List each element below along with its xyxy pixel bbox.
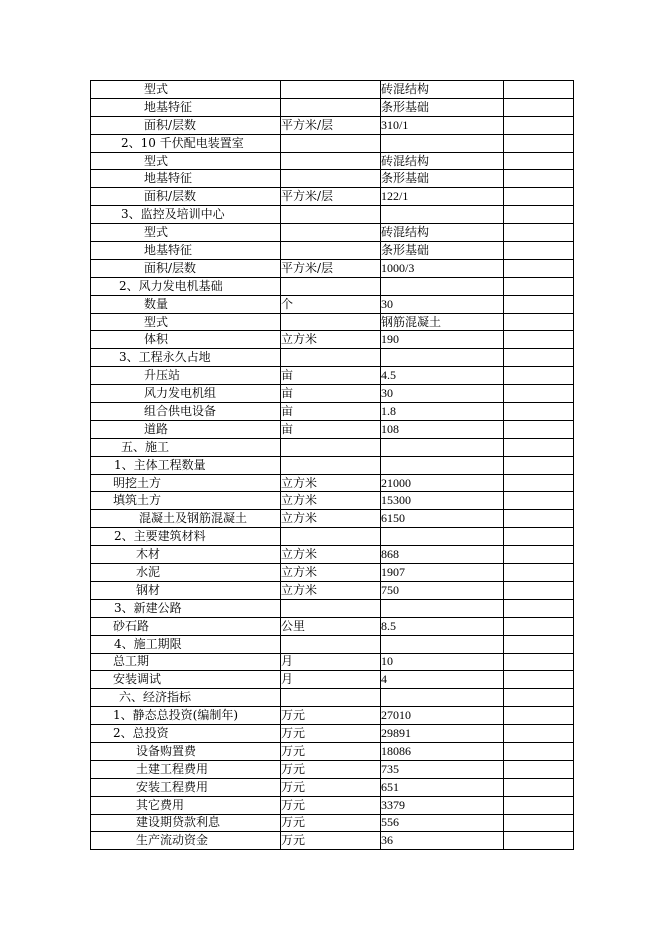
item-cell: 3、新建公路 bbox=[91, 599, 281, 617]
item-cell: 型式 bbox=[91, 313, 281, 331]
item-cell: 2、总投资 bbox=[91, 725, 281, 743]
table-row bbox=[91, 331, 574, 349]
value-cell bbox=[381, 349, 504, 367]
remark-cell bbox=[504, 796, 574, 814]
table-row bbox=[91, 420, 574, 438]
unit-cell bbox=[281, 438, 381, 456]
table-row bbox=[91, 546, 574, 564]
table-row bbox=[91, 492, 574, 510]
table-row bbox=[91, 725, 574, 743]
unit-cell bbox=[281, 599, 381, 617]
table-row bbox=[91, 152, 574, 170]
unit-cell bbox=[281, 277, 381, 295]
unit-cell bbox=[281, 134, 381, 152]
item-cell: 1、主体工程数量 bbox=[91, 456, 281, 474]
value-cell: 190 bbox=[381, 331, 504, 349]
project-spec-table bbox=[90, 80, 574, 850]
item-cell: 升压站 bbox=[91, 367, 281, 385]
value-cell: 条形基础 bbox=[381, 170, 504, 188]
unit-cell: 个 bbox=[281, 295, 381, 313]
value-cell: 21000 bbox=[381, 474, 504, 492]
value-cell: 108 bbox=[381, 420, 504, 438]
item-cell: 道路 bbox=[91, 420, 281, 438]
item-cell: 数量 bbox=[91, 295, 281, 313]
value-cell: 砖混结构 bbox=[381, 224, 504, 242]
item-cell: 水泥 bbox=[91, 564, 281, 582]
remark-cell bbox=[504, 742, 574, 760]
unit-cell: 平方米/层 bbox=[281, 116, 381, 134]
table-row bbox=[91, 617, 574, 635]
value-cell: 29891 bbox=[381, 725, 504, 743]
item-cell: 3、监控及培训中心 bbox=[91, 206, 281, 224]
remark-cell bbox=[504, 617, 574, 635]
unit-cell: 亩 bbox=[281, 385, 381, 403]
remark-cell bbox=[504, 546, 574, 564]
remark-cell bbox=[504, 725, 574, 743]
remark-cell bbox=[504, 492, 574, 510]
unit-cell bbox=[281, 635, 381, 653]
value-cell bbox=[381, 456, 504, 474]
table-row bbox=[91, 653, 574, 671]
table-row bbox=[91, 671, 574, 689]
value-cell: 556 bbox=[381, 814, 504, 832]
table-row bbox=[91, 456, 574, 474]
value-cell: 750 bbox=[381, 581, 504, 599]
item-cell: 六、经济指标 bbox=[91, 689, 281, 707]
value-cell: 735 bbox=[381, 760, 504, 778]
item-cell: 组合供电设备 bbox=[91, 403, 281, 421]
item-cell: 砂石路 bbox=[91, 617, 281, 635]
item-cell: 土建工程费用 bbox=[91, 760, 281, 778]
value-cell: 砖混结构 bbox=[381, 81, 504, 99]
value-cell: 10 bbox=[381, 653, 504, 671]
spec-table-body bbox=[91, 81, 574, 850]
unit-cell: 万元 bbox=[281, 742, 381, 760]
item-cell: 地基特征 bbox=[91, 242, 281, 260]
unit-cell: 立方米 bbox=[281, 581, 381, 599]
table-row bbox=[91, 224, 574, 242]
value-cell bbox=[381, 528, 504, 546]
table-row bbox=[91, 707, 574, 725]
unit-cell: 万元 bbox=[281, 832, 381, 850]
unit-cell: 万元 bbox=[281, 778, 381, 796]
value-cell: 36 bbox=[381, 832, 504, 850]
value-cell: 钢筋混凝土 bbox=[381, 313, 504, 331]
remark-cell bbox=[504, 224, 574, 242]
value-cell bbox=[381, 438, 504, 456]
value-cell bbox=[381, 134, 504, 152]
table-row bbox=[91, 313, 574, 331]
unit-cell bbox=[281, 349, 381, 367]
table-row bbox=[91, 474, 574, 492]
table-row bbox=[91, 259, 574, 277]
item-cell: 3、工程永久占地 bbox=[91, 349, 281, 367]
item-cell: 2、10 千伏配电装置室 bbox=[91, 134, 281, 152]
table-row bbox=[91, 134, 574, 152]
table-row bbox=[91, 242, 574, 260]
item-cell: 混凝土及钢筋混凝土 bbox=[91, 510, 281, 528]
remark-cell bbox=[504, 581, 574, 599]
item-cell: 面积/层数 bbox=[91, 116, 281, 134]
unit-cell: 立方米 bbox=[281, 564, 381, 582]
item-cell: 型式 bbox=[91, 81, 281, 99]
unit-cell: 立方米 bbox=[281, 546, 381, 564]
remark-cell bbox=[504, 242, 574, 260]
item-cell: 木材 bbox=[91, 546, 281, 564]
table-row bbox=[91, 349, 574, 367]
table-row bbox=[91, 760, 574, 778]
value-cell bbox=[381, 689, 504, 707]
unit-cell bbox=[281, 170, 381, 188]
table-row bbox=[91, 385, 574, 403]
table-row bbox=[91, 599, 574, 617]
table-row bbox=[91, 796, 574, 814]
item-cell: 地基特征 bbox=[91, 170, 281, 188]
value-cell: 3379 bbox=[381, 796, 504, 814]
remark-cell bbox=[504, 653, 574, 671]
value-cell bbox=[381, 206, 504, 224]
remark-cell bbox=[504, 98, 574, 116]
remark-cell bbox=[504, 760, 574, 778]
table-row bbox=[91, 814, 574, 832]
remark-cell bbox=[504, 259, 574, 277]
table-row bbox=[91, 438, 574, 456]
table-row bbox=[91, 528, 574, 546]
remark-cell bbox=[504, 635, 574, 653]
unit-cell bbox=[281, 242, 381, 260]
table-row bbox=[91, 206, 574, 224]
remark-cell bbox=[504, 313, 574, 331]
table-row bbox=[91, 689, 574, 707]
item-cell: 1、静态总投资(编制年) bbox=[91, 707, 281, 725]
remark-cell bbox=[504, 116, 574, 134]
value-cell: 27010 bbox=[381, 707, 504, 725]
unit-cell: 万元 bbox=[281, 725, 381, 743]
item-cell: 型式 bbox=[91, 224, 281, 242]
table-row bbox=[91, 170, 574, 188]
remark-cell bbox=[504, 456, 574, 474]
remark-cell bbox=[504, 349, 574, 367]
remark-cell bbox=[504, 832, 574, 850]
unit-cell bbox=[281, 98, 381, 116]
unit-cell: 万元 bbox=[281, 760, 381, 778]
value-cell: 砖混结构 bbox=[381, 152, 504, 170]
table-row bbox=[91, 742, 574, 760]
table-row bbox=[91, 635, 574, 653]
value-cell: 122/1 bbox=[381, 188, 504, 206]
remark-cell bbox=[504, 277, 574, 295]
unit-cell: 亩 bbox=[281, 403, 381, 421]
table-row bbox=[91, 116, 574, 134]
value-cell: 1.8 bbox=[381, 403, 504, 421]
item-cell: 其它费用 bbox=[91, 796, 281, 814]
value-cell: 1907 bbox=[381, 564, 504, 582]
unit-cell bbox=[281, 152, 381, 170]
table-row bbox=[91, 81, 574, 99]
unit-cell bbox=[281, 528, 381, 546]
unit-cell bbox=[281, 206, 381, 224]
table-row bbox=[91, 277, 574, 295]
value-cell bbox=[381, 277, 504, 295]
value-cell: 15300 bbox=[381, 492, 504, 510]
remark-cell bbox=[504, 707, 574, 725]
unit-cell: 立方米 bbox=[281, 510, 381, 528]
value-cell: 4.5 bbox=[381, 367, 504, 385]
unit-cell: 亩 bbox=[281, 367, 381, 385]
unit-cell: 平方米/层 bbox=[281, 188, 381, 206]
item-cell: 地基特征 bbox=[91, 98, 281, 116]
item-cell: 风力发电机组 bbox=[91, 385, 281, 403]
item-cell: 2、风力发电机基础 bbox=[91, 277, 281, 295]
item-cell: 建设期贷款利息 bbox=[91, 814, 281, 832]
unit-cell bbox=[281, 313, 381, 331]
unit-cell: 公里 bbox=[281, 617, 381, 635]
unit-cell: 立方米 bbox=[281, 474, 381, 492]
item-cell: 填筑土方 bbox=[91, 492, 281, 510]
remark-cell bbox=[504, 385, 574, 403]
unit-cell: 月 bbox=[281, 671, 381, 689]
item-cell: 体积 bbox=[91, 331, 281, 349]
remark-cell bbox=[504, 170, 574, 188]
remark-cell bbox=[504, 599, 574, 617]
item-cell: 2、主要建筑材料 bbox=[91, 528, 281, 546]
table-row bbox=[91, 367, 574, 385]
table-row bbox=[91, 564, 574, 582]
unit-cell: 万元 bbox=[281, 814, 381, 832]
unit-cell: 平方米/层 bbox=[281, 259, 381, 277]
remark-cell bbox=[504, 152, 574, 170]
item-cell: 总工期 bbox=[91, 653, 281, 671]
item-cell: 五、施工 bbox=[91, 438, 281, 456]
table-row bbox=[91, 510, 574, 528]
item-cell: 面积/层数 bbox=[91, 259, 281, 277]
unit-cell: 万元 bbox=[281, 796, 381, 814]
remark-cell bbox=[504, 564, 574, 582]
item-cell: 型式 bbox=[91, 152, 281, 170]
value-cell: 651 bbox=[381, 778, 504, 796]
remark-cell bbox=[504, 814, 574, 832]
value-cell: 30 bbox=[381, 295, 504, 313]
table-row bbox=[91, 295, 574, 313]
remark-cell bbox=[504, 778, 574, 796]
value-cell: 条形基础 bbox=[381, 242, 504, 260]
unit-cell bbox=[281, 81, 381, 99]
value-cell: 6150 bbox=[381, 510, 504, 528]
item-cell: 面积/层数 bbox=[91, 188, 281, 206]
unit-cell: 万元 bbox=[281, 707, 381, 725]
unit-cell bbox=[281, 689, 381, 707]
table-row bbox=[91, 403, 574, 421]
value-cell bbox=[381, 599, 504, 617]
item-cell: 4、施工期限 bbox=[91, 635, 281, 653]
unit-cell bbox=[281, 456, 381, 474]
remark-cell bbox=[504, 403, 574, 421]
value-cell: 18086 bbox=[381, 742, 504, 760]
item-cell: 安装调试 bbox=[91, 671, 281, 689]
value-cell: 310/1 bbox=[381, 116, 504, 134]
remark-cell bbox=[504, 474, 574, 492]
item-cell: 生产流动资金 bbox=[91, 832, 281, 850]
remark-cell bbox=[504, 206, 574, 224]
unit-cell bbox=[281, 224, 381, 242]
unit-cell: 立方米 bbox=[281, 492, 381, 510]
remark-cell bbox=[504, 81, 574, 99]
remark-cell bbox=[504, 367, 574, 385]
item-cell: 设备购置费 bbox=[91, 742, 281, 760]
value-cell: 868 bbox=[381, 546, 504, 564]
value-cell: 条形基础 bbox=[381, 98, 504, 116]
remark-cell bbox=[504, 671, 574, 689]
remark-cell bbox=[504, 438, 574, 456]
remark-cell bbox=[504, 188, 574, 206]
value-cell: 4 bbox=[381, 671, 504, 689]
remark-cell bbox=[504, 510, 574, 528]
item-cell: 明挖土方 bbox=[91, 474, 281, 492]
unit-cell: 亩 bbox=[281, 420, 381, 438]
value-cell: 8.5 bbox=[381, 617, 504, 635]
value-cell: 1000/3 bbox=[381, 259, 504, 277]
remark-cell bbox=[504, 528, 574, 546]
item-cell: 安装工程费用 bbox=[91, 778, 281, 796]
table-row bbox=[91, 832, 574, 850]
remark-cell bbox=[504, 295, 574, 313]
table-row bbox=[91, 778, 574, 796]
unit-cell: 月 bbox=[281, 653, 381, 671]
table-row bbox=[91, 188, 574, 206]
remark-cell bbox=[504, 331, 574, 349]
table-row bbox=[91, 581, 574, 599]
remark-cell bbox=[504, 134, 574, 152]
table-row bbox=[91, 98, 574, 116]
remark-cell bbox=[504, 420, 574, 438]
document-page bbox=[90, 80, 573, 850]
value-cell bbox=[381, 635, 504, 653]
remark-cell bbox=[504, 689, 574, 707]
value-cell: 30 bbox=[381, 385, 504, 403]
unit-cell: 立方米 bbox=[281, 331, 381, 349]
item-cell: 钢材 bbox=[91, 581, 281, 599]
